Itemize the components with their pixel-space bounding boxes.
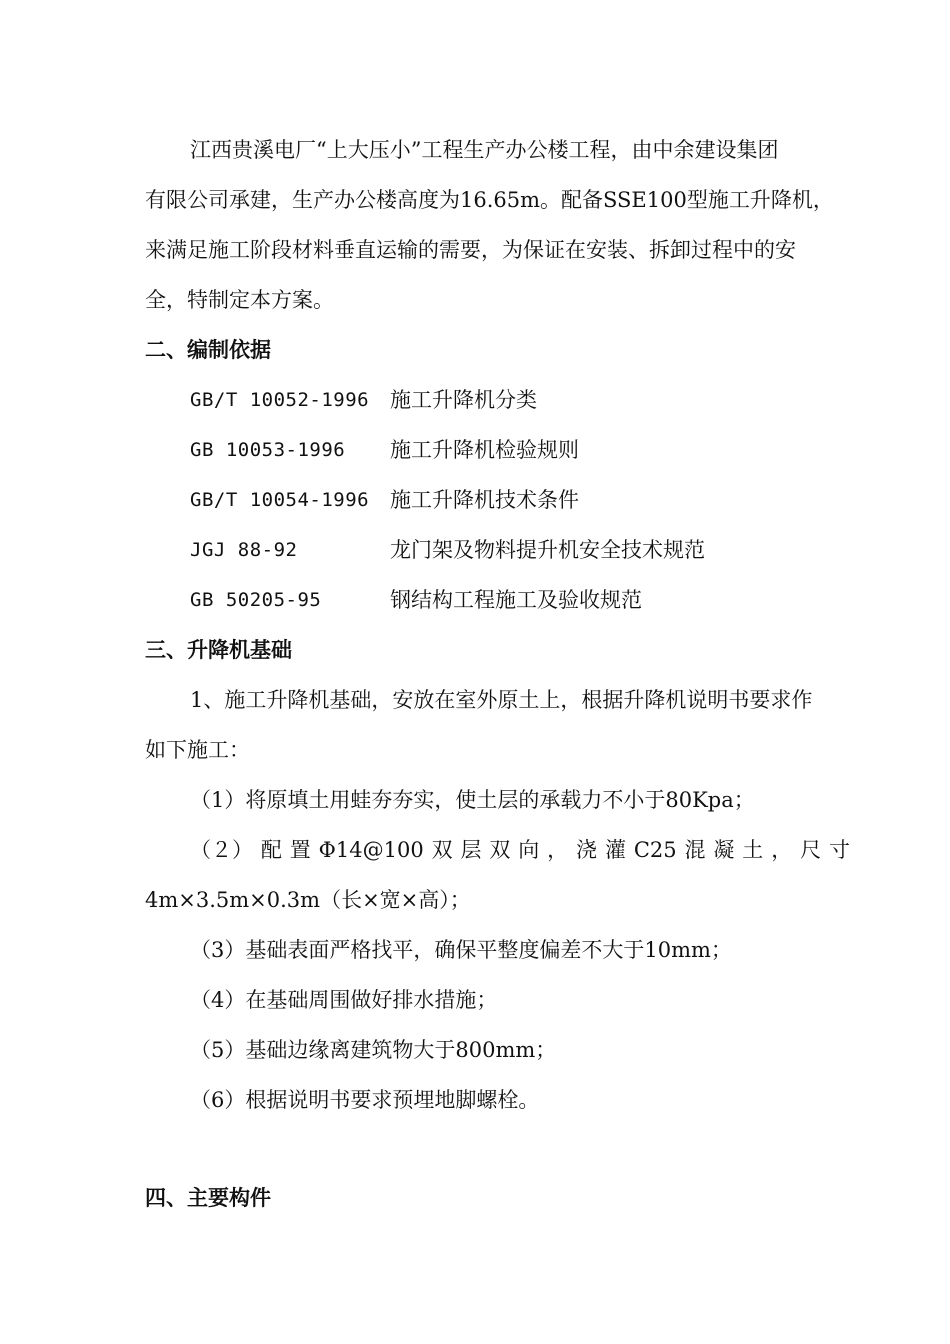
intro-line-3: 来满足施工阶段材料垂直运输的需要，为保证在安装、拆卸过程中的安 bbox=[145, 238, 796, 262]
section-4-heading: 四、主要构件 bbox=[145, 1186, 271, 1210]
standard-row bbox=[0, 435, 950, 465]
foundation-item-1: （1）将原填土用蛙夯夯实，使土层的承载力不小于80Kpa； bbox=[190, 788, 755, 812]
standard-row bbox=[0, 385, 950, 415]
standard-code: GB/T 10052-1996 bbox=[190, 389, 370, 411]
standard-name: 施工升降机分类 bbox=[390, 388, 537, 412]
standard-row bbox=[0, 535, 950, 565]
item2-part: （２） bbox=[190, 838, 253, 862]
foundation-item-3: （3）基础表面严格找平，确保平整度偏差不大于10mm； bbox=[190, 938, 732, 962]
standard-name: 龙门架及物料提升机安全技术规范 bbox=[390, 538, 705, 562]
item2-part: 寸 bbox=[828, 838, 850, 862]
item2-part: C25 bbox=[633, 838, 677, 862]
intro-line-2: 有限公司承建，生产办公楼高度为16.65m。配备SSE100型施工升降机， bbox=[145, 188, 834, 212]
standard-code: GB 10053-1996 bbox=[190, 439, 346, 461]
intro-line-1: 江西贵溪电厂“上大压小”工程生产办公楼工程，由中余建设集团 bbox=[190, 138, 779, 162]
item2-part: 土 bbox=[742, 838, 764, 862]
foundation-item-6: （6）根据说明书要求预埋地脚螺栓。 bbox=[190, 1088, 540, 1112]
standard-row bbox=[0, 585, 950, 615]
foundation-item-2-line-1 bbox=[190, 835, 850, 865]
standard-code: GB 50205-95 bbox=[190, 589, 322, 611]
item2-part: 配 bbox=[260, 838, 282, 862]
item2-part: 混 bbox=[684, 838, 706, 862]
standard-name: 施工升降机检验规则 bbox=[390, 438, 579, 462]
item2-part: 双 bbox=[489, 838, 511, 862]
foundation-paragraph-line-2: 如下施工： bbox=[145, 738, 250, 762]
foundation-item-2-line-2: 4m×3.5m×0.3m（长×宽×高）； bbox=[145, 888, 471, 912]
standard-name: 钢结构工程施工及验收规范 bbox=[390, 588, 642, 612]
standard-code: GB/T 10054-1996 bbox=[190, 489, 370, 511]
item2-part: 凝 bbox=[713, 838, 735, 862]
item2-part: 双 bbox=[431, 838, 453, 862]
item2-part: 灌 bbox=[604, 838, 626, 862]
foundation-paragraph-line-1: 1、施工升降机基础，安放在室外原土上，根据升降机说明书要求作 bbox=[190, 688, 813, 712]
foundation-item-5: （5）基础边缘离建筑物大于800mm； bbox=[190, 1038, 557, 1062]
intro-line-4: 全，特制定本方案。 bbox=[145, 288, 334, 312]
item2-part: 置 bbox=[289, 838, 311, 862]
item2-part: ， bbox=[771, 838, 793, 862]
section-2-heading: 二、编制依据 bbox=[145, 338, 271, 362]
item2-part: Φ14@100 bbox=[318, 838, 424, 862]
item2-part: 层 bbox=[460, 838, 482, 862]
item2-part: 尺 bbox=[800, 838, 822, 862]
standard-code: JGJ 88-92 bbox=[190, 539, 298, 561]
item2-part: ， bbox=[547, 838, 569, 862]
standard-name: 施工升降机技术条件 bbox=[390, 488, 579, 512]
foundation-item-4: （4）在基础周围做好排水措施； bbox=[190, 988, 498, 1012]
item2-part: 向 bbox=[518, 838, 540, 862]
item2-part: 浇 bbox=[576, 838, 598, 862]
standard-row bbox=[0, 485, 950, 515]
section-3-heading: 三、升降机基础 bbox=[145, 638, 292, 662]
